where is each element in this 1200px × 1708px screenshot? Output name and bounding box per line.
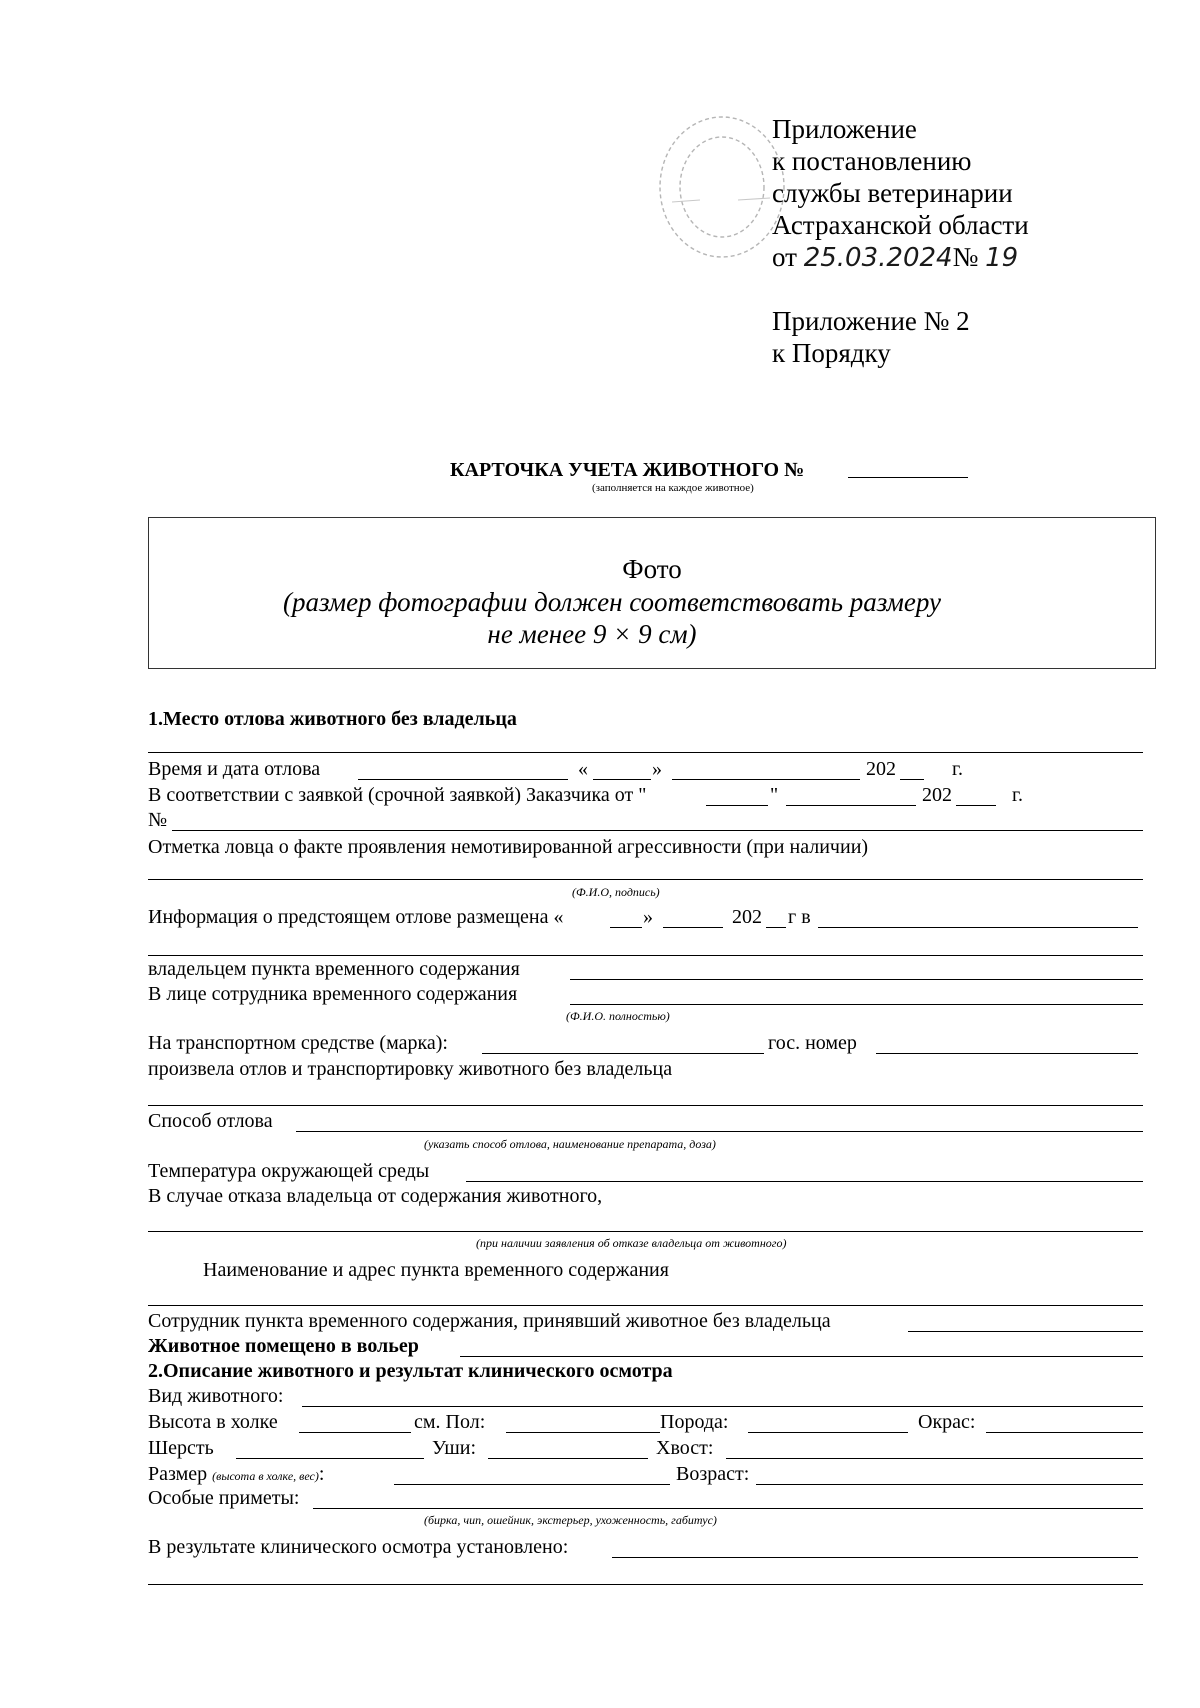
vehicle-label: На транспортном средстве (марка):: [148, 1032, 448, 1054]
annex-line-4: Астраханской области: [772, 210, 1029, 240]
aggression-field[interactable]: [148, 879, 1143, 880]
annex-line-3: службы ветеринарии: [772, 178, 1013, 208]
enclosure-label: Животное помещено в вольер: [148, 1335, 419, 1357]
vehicle-field[interactable]: [482, 1053, 764, 1054]
photo-hint-2: не менее 9 × 9 см): [487, 619, 697, 649]
request-month-field[interactable]: [786, 805, 916, 806]
request-label: В соответствии с заявкой (срочной заявкой) Заказчика от ": [148, 784, 647, 806]
annex-number-handwritten: 19: [985, 243, 1019, 273]
height-label: Высота в холке: [148, 1411, 278, 1433]
transport-field[interactable]: [148, 1105, 1143, 1106]
capture-year-field[interactable]: [900, 779, 924, 780]
age-field[interactable]: [756, 1484, 1143, 1485]
enclosure-field[interactable]: [460, 1356, 1143, 1357]
size-label-line: [148, 1462, 324, 1486]
request-quote: ": [770, 784, 779, 806]
photo-box: [148, 517, 1156, 669]
exam-field[interactable]: [612, 1557, 1138, 1558]
capture-time-field[interactable]: [358, 779, 568, 780]
species-field[interactable]: [302, 1406, 1143, 1407]
annex-date-prefix: от: [772, 242, 797, 272]
request-year-suffix: г.: [1012, 784, 1023, 806]
aggression-label: Отметка ловца о факте проявления немотивированной агрессивности (при наличии): [148, 836, 869, 858]
color-field[interactable]: [986, 1432, 1143, 1433]
annex-date-line: [772, 241, 1018, 274]
employee-field[interactable]: [570, 1004, 1143, 1005]
shelter-label: Наименование и адрес пункта временного содержания: [203, 1259, 669, 1281]
method-hint: (указать способ отлова, наименование препарата, доза): [424, 1137, 716, 1151]
method-field[interactable]: [296, 1131, 1143, 1132]
size-field[interactable]: [394, 1484, 670, 1485]
coat-field[interactable]: [236, 1458, 424, 1459]
card-title: [450, 458, 804, 482]
acceptor-field[interactable]: [908, 1331, 1143, 1332]
fio-signature-hint: (Ф.И.О, подпись): [572, 885, 660, 899]
plate-field[interactable]: [876, 1053, 1138, 1054]
marks-label: Особые приметы:: [148, 1487, 300, 1509]
request-no-field[interactable]: [172, 830, 1143, 831]
acceptor-label: Сотрудник пункта временного содержания, принявший животное без владельца: [148, 1310, 831, 1332]
request-year-prefix: 202: [922, 784, 952, 806]
info-place-field[interactable]: [818, 927, 1138, 928]
owner-field[interactable]: [570, 979, 1143, 980]
info-place-field-2[interactable]: [148, 955, 1143, 956]
fio-full-hint: (Ф.И.О. полностью): [566, 1009, 670, 1023]
marks-hint: (бирка, чип, ошейник, экстерьер, ухоженность, габитус): [424, 1513, 717, 1527]
ears-label: Уши:: [432, 1437, 477, 1459]
card-number-line: [848, 477, 968, 478]
annex-line-2: к постановлению: [772, 146, 972, 176]
request-day-field[interactable]: [706, 805, 768, 806]
refusal-label: В случае отказа владельца от содержания животного,: [148, 1185, 603, 1207]
capture-quote-open: «: [578, 758, 588, 780]
breed-field[interactable]: [748, 1432, 908, 1433]
color-label: Окрас:: [918, 1411, 976, 1433]
photo-hint-1: (размер фотографии должен соответствовать размеру: [282, 587, 941, 617]
size-hint: (высота в холке, вес): [212, 1469, 319, 1483]
annex2-line-1: Приложение № 2: [772, 306, 970, 336]
marks-field[interactable]: [313, 1508, 1143, 1509]
size-colon: :: [318, 1463, 325, 1485]
temperature-field[interactable]: [466, 1181, 1143, 1182]
age-label: Возраст:: [676, 1463, 750, 1485]
sex-field[interactable]: [506, 1432, 660, 1433]
exam-field-2[interactable]: [148, 1584, 1143, 1585]
size-label: Размер: [148, 1463, 208, 1485]
height-field[interactable]: [299, 1432, 411, 1433]
section1-heading: 1.Место отлова животного без владельца: [148, 708, 517, 730]
species-label: Вид животного:: [148, 1385, 284, 1407]
section2-heading: 2.Описание животного и результат клинического осмотра: [148, 1360, 673, 1382]
breed-label: Порода:: [660, 1411, 729, 1433]
capture-year-prefix: 202: [866, 758, 896, 780]
method-label: Способ отлова: [148, 1110, 273, 1132]
annex-line-1: Приложение: [772, 114, 917, 144]
request-no-label: №: [148, 809, 168, 831]
temperature-label: Температура окружающей среды: [148, 1160, 430, 1182]
info-day-field[interactable]: [610, 927, 642, 928]
annex-date-handwritten: 25.03.2024: [803, 243, 953, 273]
card-title-text: КАРТОЧКА УЧЕТА ЖИВОТНОГО №: [450, 459, 805, 481]
request-year-field[interactable]: [956, 805, 996, 806]
transport-label: произвела отлов и транспортировку животного без владельца: [148, 1058, 673, 1080]
ears-field[interactable]: [488, 1458, 648, 1459]
capture-quote-close: »: [652, 758, 662, 780]
info-month-field[interactable]: [663, 927, 723, 928]
coat-label: Шерсть: [148, 1437, 214, 1459]
exam-label: В результате клинического осмотра установлено:: [148, 1536, 569, 1558]
capture-time-label: Время и дата отлова: [148, 758, 321, 780]
info-quote-close: »: [643, 906, 653, 928]
plate-label: гос. номер: [768, 1032, 857, 1054]
shelter-field[interactable]: [148, 1305, 1143, 1306]
refusal-hint: (при наличии заявления об отказе владельца от животного): [476, 1236, 787, 1250]
capture-day-field[interactable]: [593, 779, 651, 780]
annex2-line-2: к Порядку: [772, 338, 891, 368]
info-g-in: г в: [788, 906, 811, 928]
capture-month-field[interactable]: [672, 779, 860, 780]
cm-sex-label: см. Пол:: [414, 1411, 486, 1433]
employee-label: В лице сотрудника временного содержания: [148, 983, 518, 1005]
info-year-field[interactable]: [766, 927, 786, 928]
info-year-prefix: 202: [732, 906, 762, 928]
section1-top-line: [148, 752, 1143, 753]
refusal-field[interactable]: [148, 1231, 1143, 1232]
annex-number-sign: №: [952, 242, 979, 272]
official-stamp: [652, 112, 792, 262]
info-label: Информация о предстоящем отлове размещена «: [148, 906, 564, 928]
card-title-note: (заполняется на каждое животное): [592, 482, 754, 494]
photo-label: Фото: [622, 554, 682, 584]
tail-label: Хвост:: [656, 1437, 714, 1459]
capture-year-suffix: г.: [952, 758, 963, 780]
tail-field[interactable]: [726, 1458, 1143, 1459]
owner-label: владельцем пункта временного содержания: [148, 958, 520, 980]
